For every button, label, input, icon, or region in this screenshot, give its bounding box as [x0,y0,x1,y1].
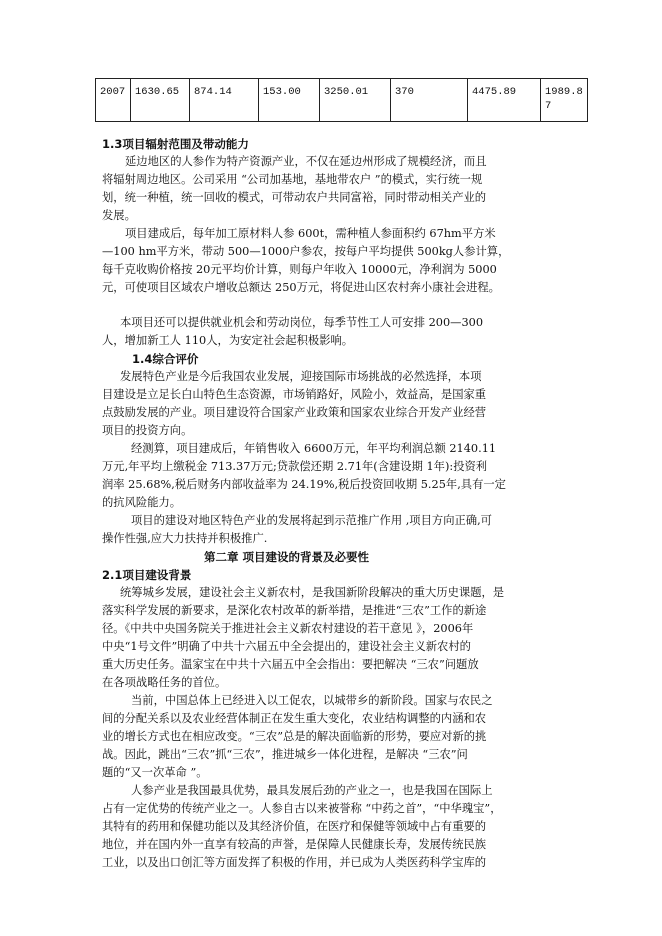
table-cell: 874.14 [190,79,259,122]
text-line: 项目的投资方向。 [102,424,193,437]
table-cell: 153.00 [259,79,320,122]
text-line: 每千克收购价格按 20元平均价计算，则每户年收入 10000元，净利润为 5000 [102,263,497,276]
data-table [95,78,588,122]
text-line: 发展。 [102,209,136,222]
text-line: 本项目还可以提供就业机会和劳动岗位，每季节性工人可安排 200—300 [120,316,484,329]
table-cell: 3250.01 [320,79,391,122]
text-line: 项目建成后，每年加工原材料人参 600t，需种植人参面积约 67hm平方米 [125,227,496,240]
text-line: —100 hm平方米，带动 500—1000户参农，按每户平均提供 500kg人参计算， [102,245,510,258]
section-heading: 1.3项目辐射范围及带动能力 [102,137,249,151]
text-line: 经测算，项目建成后，年销售收入 6600万元，年平均利润总额 2140.11 [131,442,497,455]
text-line: 在各项战略任务的首位。 [102,676,227,689]
text-line: 发展特色产业是今后我国农业发展，迎接国际市场挑战的必然选择，本项 [120,370,482,383]
text-line: 间的分配关系以及农业经营体制正在发生重大变化，农业结构调整的内涵和农 [102,712,487,725]
text-line: 占有一定优势的传统产业之一。人参自古以来被誉称 “中药之首”，“中华瑰宝”， [102,802,502,815]
text-line: 项目的建设对地区特色产业的发展将起到示范推广作用 ,项目方向正确,可 [131,514,492,527]
text-line: 重大历史任务。温家宝在中共十六届五中全会指出：要把解决 “三农”问题放 [102,658,479,671]
section-heading: 第二章 项目建设的背景及必要性 [204,550,370,564]
text-line: 划，统一种植，统一回收的模式，可带动农户共同富裕，同时带动相关产业的 [102,191,487,204]
text-line: 工业，以及出口创汇等方面发挥了积极的作用，并已成为人类医药科学宝库的 [102,856,487,869]
text-line: 题的“又一次革命 ”。 [102,766,208,779]
text-line: 当前，中国总体上已经进入以工促农，以城带乡的新阶段。国家与农民之 [131,694,493,707]
text-line: 操作性强,应大力扶持并积极推广. [102,532,268,545]
section-heading: 2.1项目建设背景 [102,568,192,582]
text-line: 点鼓励发展的产业。项目建设符合国家产业政策和国家农业综合开发产业经营 [102,406,487,419]
text-line: 其特有的药用和保健功能以及其经济价值，在医疗和保健等领域中占有重要的 [102,820,487,833]
table-cell: 370 [391,79,468,122]
text-line: 业的增长方式也在相应改变。“三农”总是的解决面临新的形势，要应对新的挑 [102,730,487,743]
text-line: 元，可使项目区域农户增收总额达 250万元，将促进山区农村奔小康社会进程。 [102,281,500,294]
table-cell: 2007 [96,79,131,122]
text-line: 战。因此，跳出“三农”抓“三农”，推进城乡一体化进程，是解决 “三农”问 [102,748,468,761]
text-line: 润率 25.68%,税后财务内部收益率为 24.19%,税后投资回收期 5.25年,具有一定 [102,478,506,491]
text-line: 中央“1号文件”明确了中共十六届五中全会提出的，建设社会主义新农村的 [102,640,471,653]
text-line: 目建设是立足长白山特色生态资源，市场销路好，风险小，效益高，是国家重 [102,388,487,401]
text-line: 将辐射周边地区。公司采用 “公司加基地，基地带农户 ”的模式，实行统一规 [102,173,483,186]
table-row [96,79,588,122]
text-line: 统筹城乡发展，建设社会主义新农村，是我国新阶段解决的重大历史课题，是 [120,586,505,599]
section-heading: 1.4综合评价 [132,352,199,366]
text-line: 人，增加新工人 110人，为安定社会起积极影响。 [102,334,354,347]
text-line: 地位，并在国内外一直享有较高的声誉，是保障人民健康长寿，发展传统民族 [102,838,487,851]
table-cell: 1630.65 [131,79,190,122]
text-line: 落实科学发展的新要求，是深化农村改革的新举措，是推进“三农”工作的新途 [102,604,487,617]
text-line: 人参产业是我国最具优势，最具发展后劲的产业之一，也是我国在国际上 [131,784,493,797]
text-line: 的抗风险能力。 [102,496,182,509]
text-line: 万元,年平均上缴税金 713.37万元;贷款偿还期 2.71年(含建设期 1年):投资利 [102,460,488,473]
table-cell: 1989.8 7 [541,79,588,122]
text-line: 延边地区的人参作为特产资源产业，不仅在延边州形成了规模经济，而且 [125,155,487,168]
table-cell: 4475.89 [468,79,541,122]
text-line: 径。《中共中央国务院关于推进社会主义新农村建设的若干意见 》，2006年 [102,622,474,635]
